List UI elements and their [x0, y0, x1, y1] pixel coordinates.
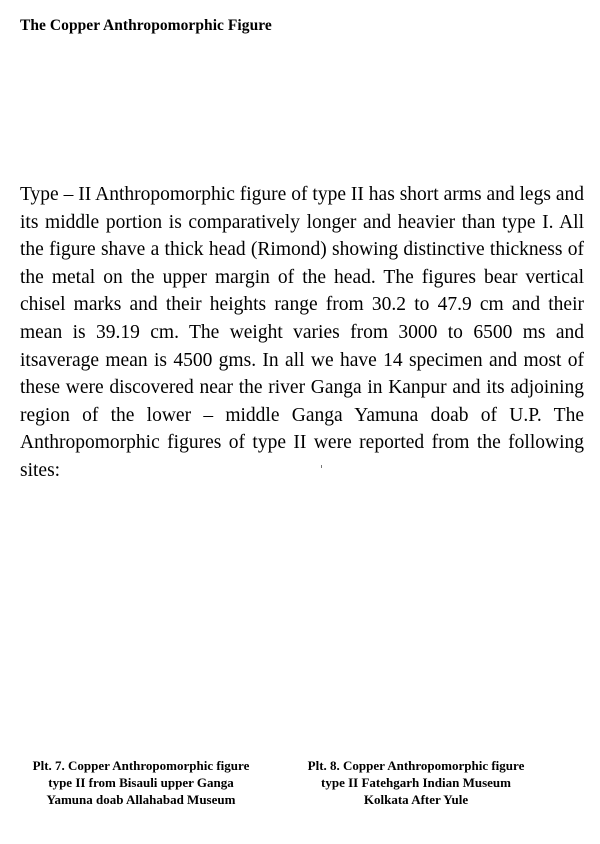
body-paragraph: Type – II Anthropomorphic figure of type II has short arms and legs and its middle portion is comparatively longer and heavier than type I. All the figure shave a thick head (Rimond) showing distinctive thickness of the metal on the upper margin of the head. The figures bear vertical chisel marks and their heights range from 30.2 to 47.9 cm and their mean is 39.19 cm. The weight varies from 3000 to 6500 ms and itsaverage mean is 4500 gms. In all we have 14 specimen and most of these were discovered near the river Ganga in Kanpur and its adjoining region of the lower – middle Ganga Yamuna doab of U.P. The Anthropomorphic figures of type II were reported from the following sites: — [20, 184, 584, 481]
plate-7-caption: Plt. 7. Copper Anthropomorphic figure type II from Bisauli upper Ganga Yamuna doab Allahabad Museum — [32, 758, 250, 807]
plate-8-caption: Plt. 8. Copper Anthropomorphic figure type II Fatehgarh Indian Museum Kolkata After Yule — [307, 758, 525, 807]
page-title: The Copper Anthropomorphic Figure — [20, 17, 272, 34]
stray-mark — [321, 465, 322, 468]
